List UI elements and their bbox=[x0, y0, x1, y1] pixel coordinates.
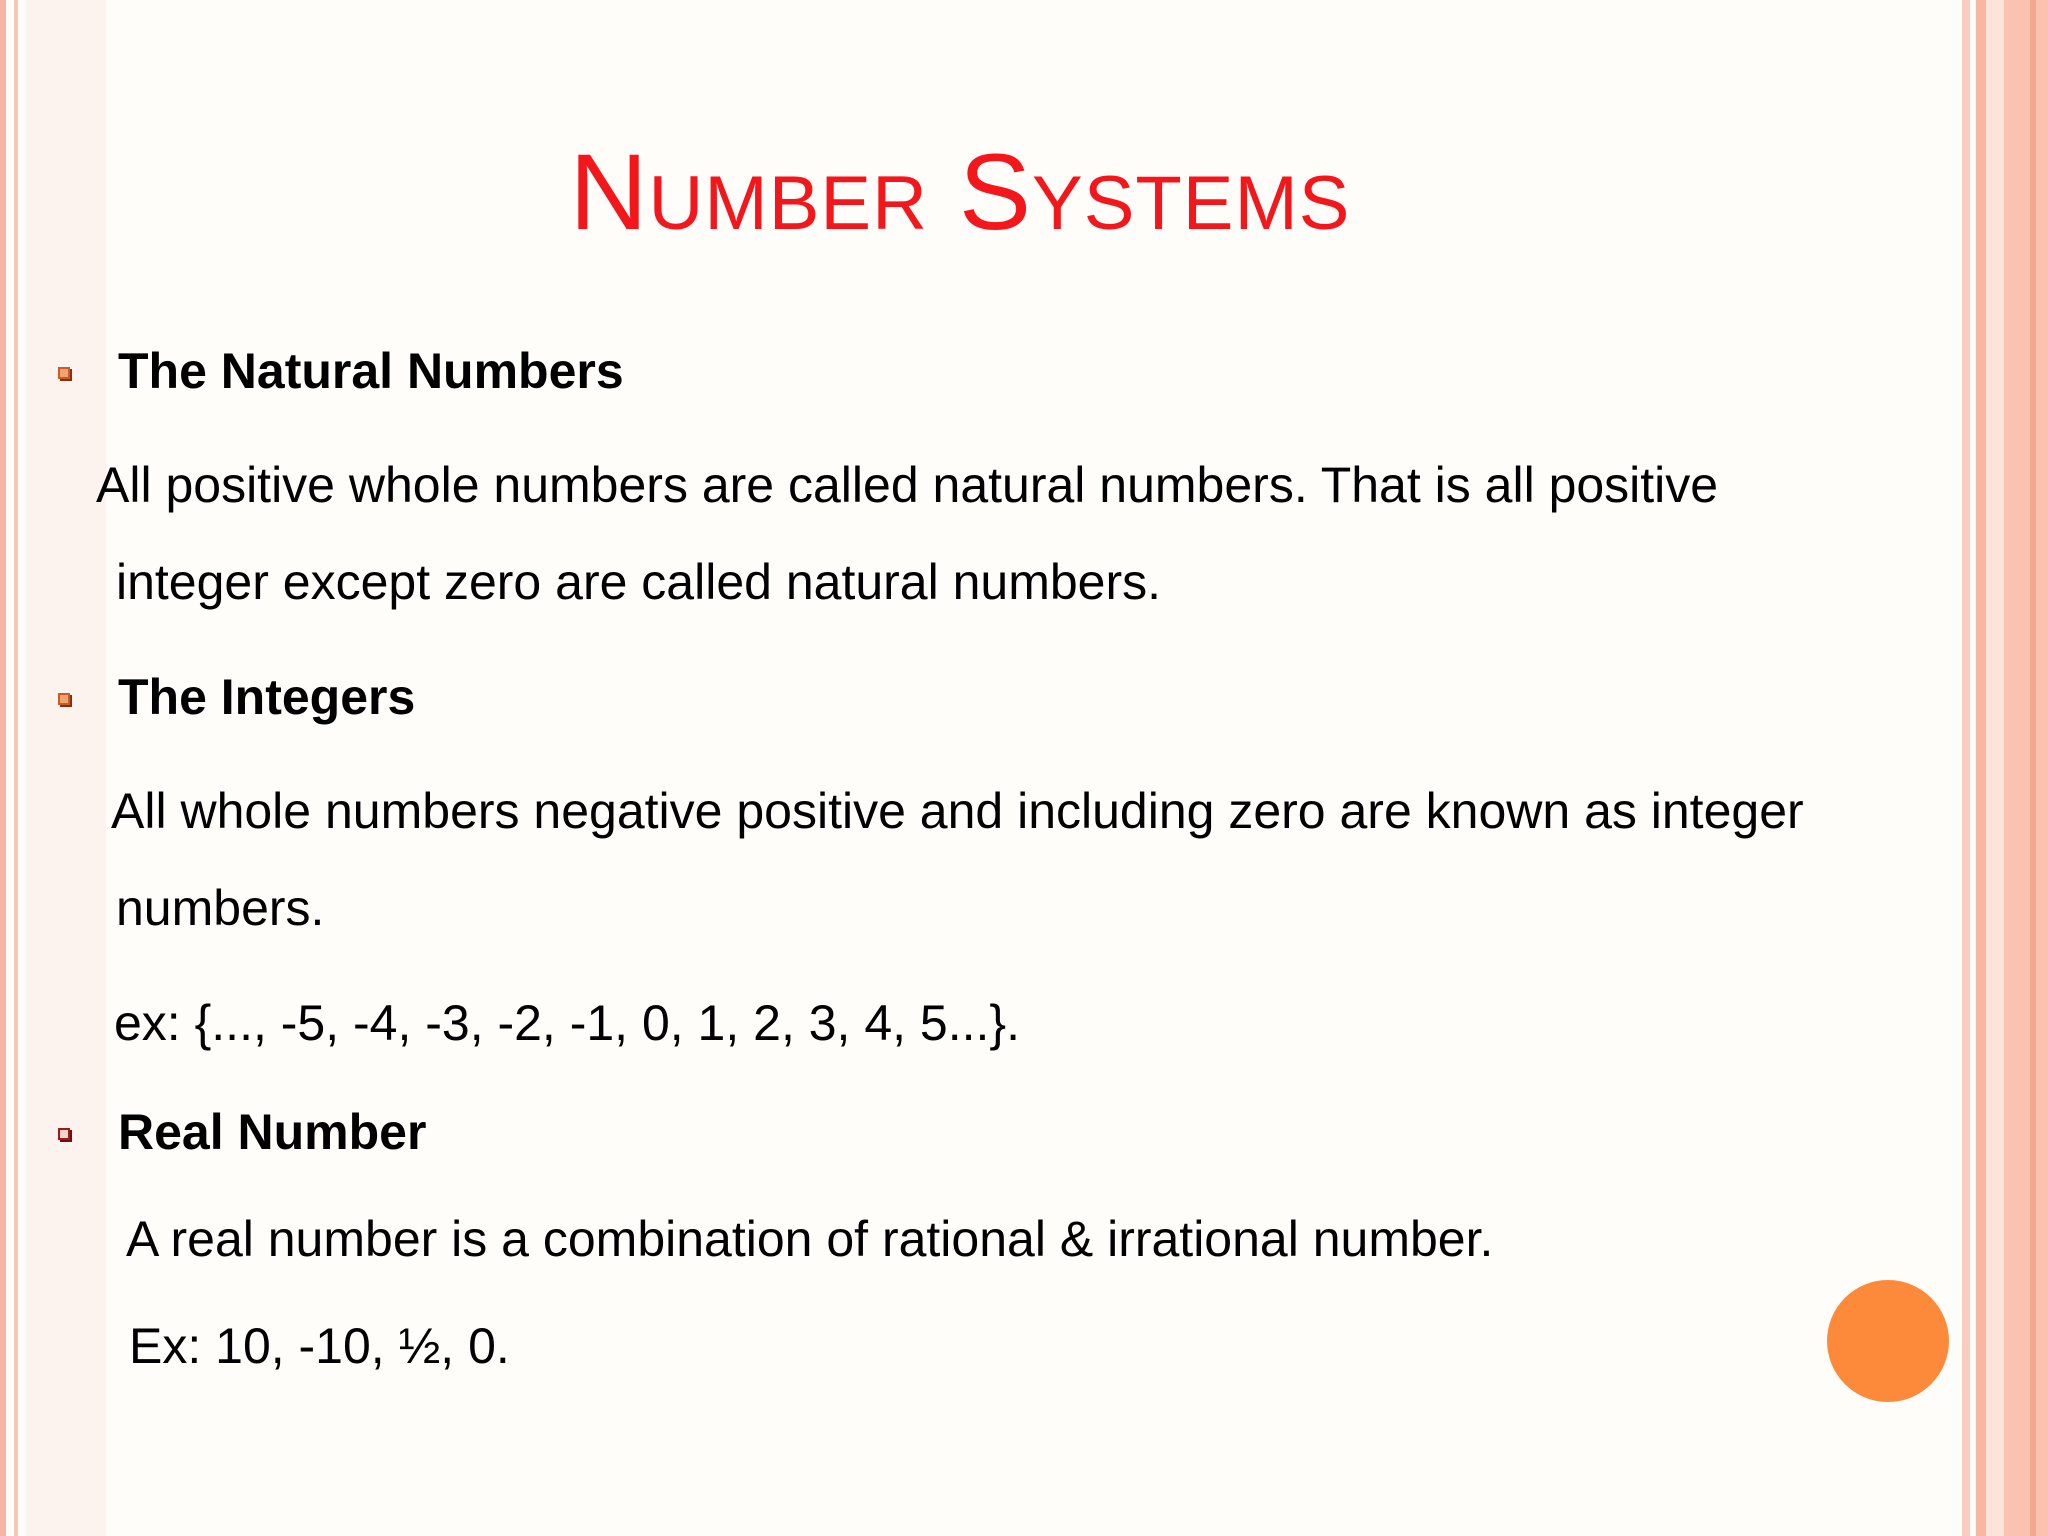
bullet-square-icon bbox=[58, 693, 70, 705]
right-border-stripe bbox=[1976, 0, 1986, 1536]
right-border-band-dark bbox=[2004, 0, 2048, 1536]
section-text-line: A real number is a combination of rational & irrational number. bbox=[126, 1211, 1494, 1267]
right-border-stripe-thin bbox=[1962, 0, 1970, 1536]
section-text-line: All whole numbers negative positive and including zero are known as integer bbox=[111, 783, 1804, 839]
bullet-square-icon bbox=[58, 367, 70, 379]
section-text-line: integer except zero are called natural numbers. bbox=[116, 554, 1162, 610]
section-text-line: numbers. bbox=[116, 880, 325, 936]
section-heading-natural-numbers: The Natural Numbers bbox=[118, 343, 624, 399]
slide-title bbox=[0, 128, 1920, 256]
slide-title-text: Number Systems bbox=[569, 131, 1351, 252]
section-text-line: All positive whole numbers are called natural numbers. That is all positive bbox=[96, 457, 1719, 513]
section-text-example: Ex: 10, -10, ½, 0. bbox=[129, 1318, 510, 1374]
right-border-stripe-outer bbox=[2030, 0, 2036, 1536]
section-heading-integers: The Integers bbox=[118, 669, 416, 725]
section-text-example: ex: {..., -5, -4, -3, -2, -1, 0, 1, 2, 3, 4, 5...}. bbox=[114, 995, 1020, 1051]
decorative-circle bbox=[1827, 1280, 1949, 1402]
bullet-square-icon bbox=[58, 1128, 70, 1140]
section-heading-real-number: Real Number bbox=[118, 1104, 427, 1160]
